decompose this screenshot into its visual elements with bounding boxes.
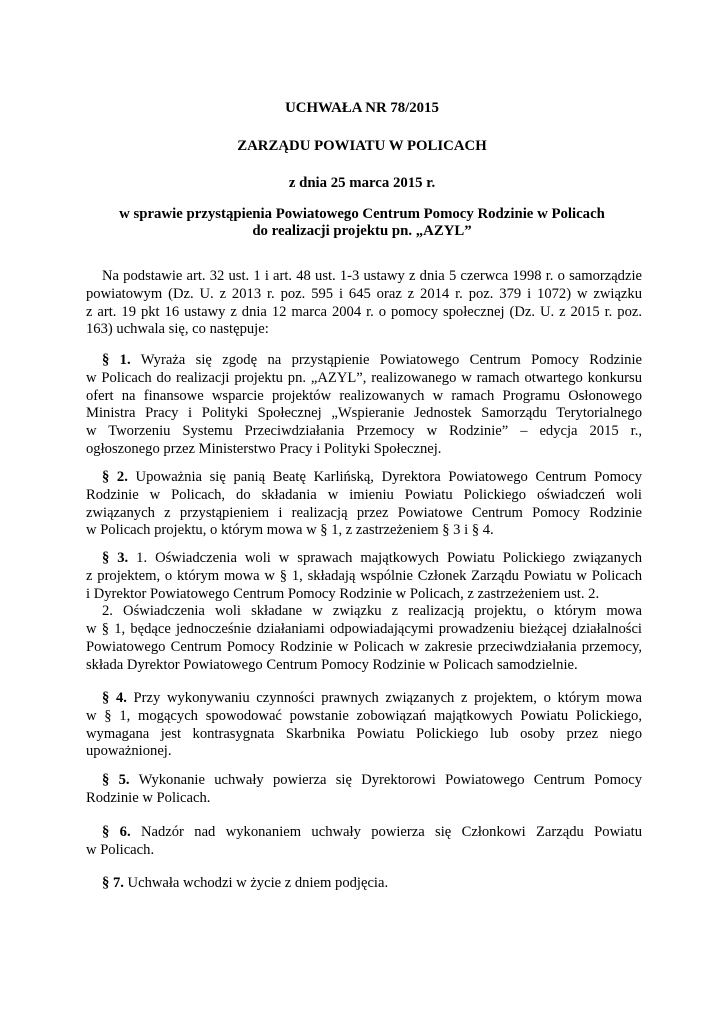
section-line: § 4. Przy wykonywaniu czynności prawnych związanych z projektem, o którym mowa (102, 690, 642, 706)
section-line: Powiatowego Centrum Pomocy Rodzinie w Policach w zakresie przeciwdziałania przemocy, (86, 638, 642, 655)
section-line: § 7. Uchwała wchodzi w życie z dniem podjęcia. (102, 875, 389, 891)
section-number: § 5. (102, 772, 130, 788)
subject-line-2: do realizacji projektu pn. „AZYL” (252, 223, 472, 239)
section-line: ogłoszonego przez Ministerstwo Pracy i Polityki Społecznej. (86, 440, 442, 457)
section-line: Rodzinie w Policach, do składania w imieniu Powiatu Polickiego oświadczeń woli (86, 486, 642, 503)
section-line: z projektem, o którym mowa w § 1, składają wspólnie Członek Zarządu Powiatu w Policach (86, 567, 642, 584)
section-line: Rodzinie w Policach. (86, 789, 211, 806)
section-line: Ministra Pracy i Polityki Społecznej „Wspieranie Jednostek Samorządu Terytorialnego (86, 405, 642, 422)
subject-line-1: w sprawie przystąpienia Powiatowego Centrum Pomocy Rodzinie w Policach (119, 206, 605, 222)
section-line: § 3. 1. Oświadczenia woli w sprawach majątkowych Powiatu Polickiego związanych (102, 550, 642, 566)
section-line: w § 1, mogących spowodować powstanie zobowiązań majątkowych Powiatu Polickiego, (86, 707, 642, 724)
section-number: § 7. (102, 875, 124, 891)
section-line: w Policach do realizacji projektu pn. „AZYL”, realizowanego w ramach otwartego konkursu (86, 369, 642, 386)
section-line: § 1. Wyraża się zgodę na przystąpienie Powiatowego Centrum Pomocy Rodzinie (102, 352, 642, 368)
section-number: § 1. (102, 352, 131, 368)
section-line: w § 1, będące jednocześnie działaniami odpowiadającymi prowadzeniu bieżącej działalności (86, 621, 642, 638)
section-line: w Policach projektu, o którym mowa w § 1, z zastrzeżeniem § 3 i § 4. (86, 522, 494, 539)
preamble-line: Na podstawie art. 32 ust. 1 i art. 48 ust. 1-3 ustawy z dnia 5 czerwca 1998 r. o samorządzie (102, 268, 642, 284)
section-6 (86, 824, 642, 860)
section-5 (86, 772, 642, 808)
section-line: i Dyrektor Powiatowego Centrum Pomocy Rodzinie w Policach, z zastrzeżeniem ust. 2. (86, 585, 600, 602)
section-line: składa Dyrektor Powiatowego Centrum Pomocy Rodzinie w Policach samodzielnie. (86, 656, 578, 673)
resolution-date: z dnia 25 marca 2015 r. (288, 175, 436, 191)
section-line: § 2. Upoważnia się panią Beatę Karlińską, Dyrektora Powiatowego Centrum Pomocy (102, 469, 643, 485)
section-number: § 4. (102, 690, 127, 706)
preamble-line: powiatowym (Dz. U. z 2013 r. poz. 595 i 645 oraz z 2014 r. poz. 379 i 1072) w związku (86, 285, 642, 302)
preamble-line: z art. 19 pkt 16 ustawy z dnia 12 marca 2004 r. o pomocy społecznej (Dz. U. z 2015 r. poz. (86, 303, 642, 320)
section-4 (86, 690, 642, 761)
resolution-number: UCHWAŁA NR 78/2015 (285, 100, 439, 116)
section-line: upoważnionej. (86, 743, 172, 760)
section-line: § 5. Wykonanie uchwały powierza się Dyrektorowi Powiatowego Centrum Pomocy (102, 772, 642, 788)
section-2 (86, 469, 642, 540)
section-line: ofert na finansowe wsparcie projektów realizowanych w ramach Programu Osłonowego (86, 387, 642, 404)
section-1 (86, 352, 642, 459)
issuing-body: ZARZĄDU POWIATU W POLICACH (237, 138, 487, 154)
section-line: 2. Oświadczenia woli składane w związku z realizacją projektu, o którym mowa (102, 603, 642, 620)
preamble (86, 268, 642, 339)
section-line: w Tworzeniu Systemu Przeciwdziałania Przemocy w Rodzinie” – edycja 2015 r., (86, 423, 642, 440)
section-number: § 3. (102, 550, 129, 566)
section-number: § 2. (102, 469, 128, 485)
section-3 (86, 550, 642, 675)
section-line: wymagana jest kontrasygnata Skarbnika Powiatu Polickiego lub osoby przez niego (86, 725, 642, 742)
section-line: § 6. Nadzór nad wykonaniem uchwały powierza się Członkowi Zarządu Powiatu (102, 824, 643, 840)
section-line: w Policach. (86, 841, 155, 858)
section-7 (86, 875, 642, 893)
preamble-line: 163) uchwala się, co następuje: (86, 321, 269, 338)
section-number: § 6. (102, 824, 131, 840)
section-line: związanych z przystąpieniem i realizacją przez Powiatowe Centrum Pomocy Rodzinie (86, 504, 642, 521)
